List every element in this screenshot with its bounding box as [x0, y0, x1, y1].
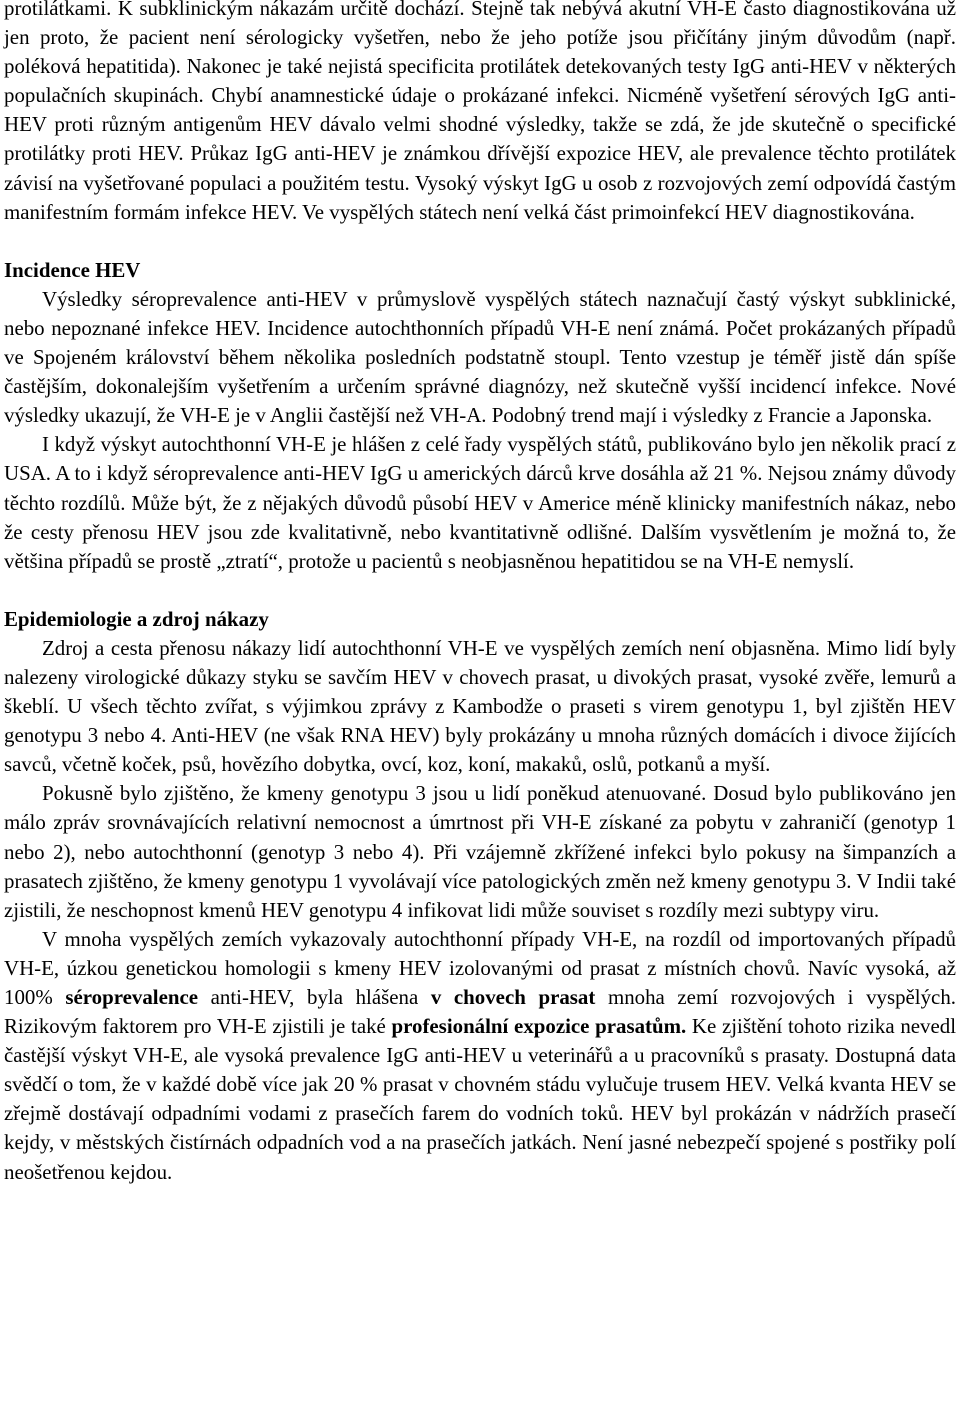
paragraph: I když výskyt autochthonní VH-E je hlášen z celé řady vyspělých států, publikováno bylo jen několik prací z USA. A to i když séroprevalence anti-HEV IgG u amerických dárců krve dosáhla až 21 %. Nejsou známy důvody těchto rozdílů. Může být, že z nějakých důvodů působí HEV v Americe méně klinicky manifestních nákaz, nebo že cesty přenosu HEV jsou zde kvalitativně, nebo kvantitativně odlišné. Dalším vysvětlením je možná to, že většina případů se prostě „ztratí“, protože u pacientů s neobjasněnou hepatitidou se na VH-E nemyslí.: [4, 432, 956, 573]
text-run: mnoha zemí rozvojových i vyspělých. Rizikovým faktorem pro VH-E zjistili je také: [4, 985, 956, 1039]
paragraph-with-bold: [4, 925, 956, 1187]
text-run: anti-HEV, byla hlášena: [198, 985, 431, 1009]
document-page: [4, 0, 956, 1187]
paragraph: protilátkami. K subklinickým nákazám určitě dochází. Stejně tak nebývá akutní VH-E často diagnostikována už jen proto, že pacient není sérologicky vyšetřen, nebo že jeho potíže jsou přičítány jiným důvodům (např. poléková hepatitida). Nakonec je také nejistá specificita protilátek detekovaných testy IgG anti-HEV v některých populačních skupinách. Chybí anamnestické údaje o prokázané infekci. Nicméně vyšetření sérových IgG anti-HEV proti různým antigenům HEV dávalo velmi shodné výsledky, takže se zdá, že jde skutečně o specifické protilátky proti HEV. Průkaz IgG anti-HEV je známkou dřívější expozice HEV, ale prevalence těchto protilátek závisí na vyšetřované populaci a použitém testu. Vysoký výskyt IgG u osob z rozvojových zemí odpovídá častým manifestním formám infekce HEV. Ve vyspělých státech není velká část primoinfekcí HEV diagnostikována.: [4, 0, 956, 224]
bold-run: v chovech prasat: [430, 985, 596, 1009]
bold-run: séroprevalence: [65, 985, 199, 1009]
paragraph: Výsledky séroprevalence anti-HEV v průmyslově vyspělých státech naznačují častý výskyt subklinické, nebo nepoznané infekce HEV. Incidence autochthonních případů VH-E není známá. Počet prokázaných případů ve Spojeném království během několika posledních podstatně stoupl. Tento vzestup je téměř jistě dán spíše častějším, dokonalejším vyšetřením a určením správné diagnózy, než skutečně vyšší incidencí infekce. Nové výsledky ukazují, že VH-E je v Anglii častější než VH-A. Podobný trend mají i výsledky z Francie a Japonska.: [4, 286, 956, 428]
text-run: Ke zjištění tohoto rizika nevedl častější výskyt VH-E, ale vysoká prevalence IgG anti-HEV u veterinářů a u pracovníků s prasaty. Dostupná data svědčí o tom, že v každé době více jak 20 % prasat v chovném stádu vylučuje trusem HEV. Velká kvanta HEV se zřejmě dostávají odpadními vodami z prasečích farem do vodních toků. HEV byl prokázán v nádržích prasečí kejdy, v městských čistírnách odpadních vod a na prasečích jatkách. Není jasné nebezpečí spojené s postřiky polí neošetřenou kejdou.: [4, 1014, 956, 1184]
paragraph: Pokusně bylo zjištěno, že kmeny genotypu 3 jsou u lidí poněkud atenuované. Dosud bylo publikováno jen málo zpráv srovnávajících relativní nemocnost a úmrtnost při VH-E získané za pobytu v zahraničí (genotyp 1 nebo 2), nebo autochthonní (genotyp 3 nebo 4). Při vzájemně zkřížené infekci bylo pokusy na šimpanzích a prasatech zjištěno, že kmeny genotypu 1 vyvolávají více patologických změn než kmeny genotypu 3. V Indii také zjistili, že neschopnost kmenů HEV genotypu 4 infikovat lidi může souviset s rozdíly mezi subtypy viru.: [4, 781, 956, 922]
bold-run: profesionální expozice prasatům.: [391, 1014, 687, 1039]
paragraph: Zdroj a cesta přenosu nákazy lidí autochthonní VH-E ve vyspělých zemích není objasněna. Mimo lidí byly nalezeny virologické důkazy styku se savčím HEV v chovech prasat, u divokých prasat, vysoké zvěře, lemurů a škeblí. U všech těchto zvířat, s výjimkou zprávy z Kambodže o praseti s virem genotypu 1, byl zjištěn HEV genotypu 3 nebo 4. Anti-HEV (ne však RNA HEV) byly prokázány u mnoha různých domácích i divoce žijících savců, včetně koček, psů, hovězího dobytka, ovcí, koz, koní, makaků, oslů, potkanů a myší.: [4, 635, 956, 777]
text-run: V mnoha vyspělých zemích vykazovaly autochthonní případy VH-E, na rozdíl od importovaných případů VH-E, úzkou genetickou homologii s kmeny HEV izolovanými od prasat z místních chovů. Navíc vysoká, až 100%: [4, 926, 956, 1009]
section-heading-epidemiology: Epidemiologie a zdroj nákazy: [4, 606, 269, 631]
section-heading-incidence: Incidence HEV: [4, 257, 141, 282]
